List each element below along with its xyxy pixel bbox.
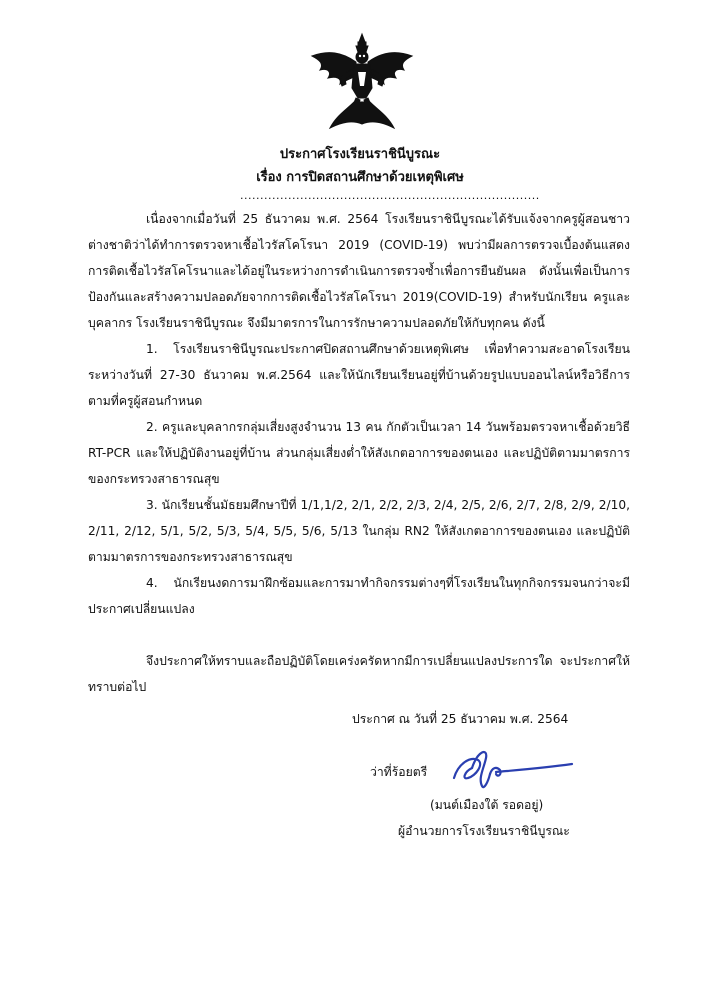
measure-item-4: 4. นักเรียนงดการมาฝึกซ้อมและการมาทำกิจกรรมต่างๆที่โรงเรียนในทุกกิจกรรมจนกว่าจะมีประกาศเปลี่ยนแปลง bbox=[88, 576, 630, 616]
announcement-date: ประกาศ ณ วันที่ 25 ธันวาคม พ.ศ. 2564 bbox=[352, 712, 569, 726]
signer-rank: ว่าที่ร้อยตรี bbox=[370, 765, 428, 779]
garuda-emblem-icon bbox=[306, 32, 418, 132]
measure-item-1: 1. โรงเรียนราชินีบูรณะประกาศปิดสถานศึกษาด้วยเหตุพิเศษ เพื่อทำความสะอาดโรงเรียนระหว่างวันที่ 27-30 ธันวาคม พ.ศ.2564 และให้นักเรียนเรียนอยู่ที่บ้านด้วยรูปแบบออนไลน์หรือวิธีการตามที่ครูผู้สอนกำหนด bbox=[88, 342, 630, 408]
signer-position: ผู้อำนวยการโรงเรียนราชินีบูรณะ bbox=[398, 824, 570, 838]
closing-paragraph: จึงประกาศให้ทราบและถือปฏิบัติโดยเคร่งครัดหากมีการเปลี่ยนแปลงประการใด จะประกาศให้ทราบต่อไป bbox=[88, 654, 630, 694]
measure-item-3: 3. นักเรียนชั้นมัธยมศึกษาปีที่ 1/1,1/2, 2/1, 2/2, 2/3, 2/4, 2/5, 2/6, 2/7, 2/8, 2/9, 2/10, 2/11, 2/12, 5/1, 5/2, 5/3, 5/4, 5/5, 5/6, 5/13 ในกลุ่ม RN2 ให้สังเกตอาการของตนเอง และปฏิบัติตามมาตรการของกระทรวงสาธารณสุข bbox=[88, 498, 630, 564]
intro-paragraph: เนื่องจากเมื่อวันที่ 25 ธันวาคม พ.ศ. 2564 โรงเรียนราชินีบูรณะได้รับแจ้งจากครูผู้สอนชาวต่างชาติว่าได้ทำการตรวจหาเชื้อไวรัสโคโรนา 2019 (COVID-19) พบว่ามีผลการตรวจเบื้องต้นแสดงการติดเชื้อไวรัสโคโรนาและได้อยู่ในระหว่างการดำเนินการตรวจซ้ำเพื่อการยืนยันผล ดังนั้นเพื่อเป็นการป้องกันและสร้างความปลอดภัยจากการติดเชื้อไวรัสโคโรนา 2019(COVID-19) สำหรับนักเรียน ครูและบุคลากร โรงเรียนราชินีบูรณะ จึงมีมาตรการในการรักษาความปลอดภัยให้กับทุกคน ดังนี้ bbox=[88, 212, 630, 330]
signer-name: (มนต์เมืองใต้ รอดอยู่) bbox=[430, 798, 544, 812]
announcement-subject: เรื่อง การปิดสถานศึกษาด้วยเหตุพิเศษ bbox=[256, 170, 464, 185]
measure-item-2: 2. ครูและบุคลากรกลุ่มเสี่ยงสูงจำนวน 13 คน กักตัวเป็นเวลา 14 วันพร้อมตรวจหาเชื้อด้วยวิธี RT-PCR และให้ปฏิบัติงานอยู่ที่บ้าน ส่วนกลุ่มเสี่ยงต่ำให้สังเกตอาการของตนเอง และปฏิบัติตามมาตรการของกระทรวงสาธารณสุข bbox=[88, 420, 630, 486]
announcement-title: ประกาศโรงเรียนราชินีบูรณะ bbox=[279, 147, 441, 162]
handwritten-signature-icon bbox=[448, 744, 578, 794]
dotted-divider: ........................................................................... bbox=[240, 189, 540, 202]
